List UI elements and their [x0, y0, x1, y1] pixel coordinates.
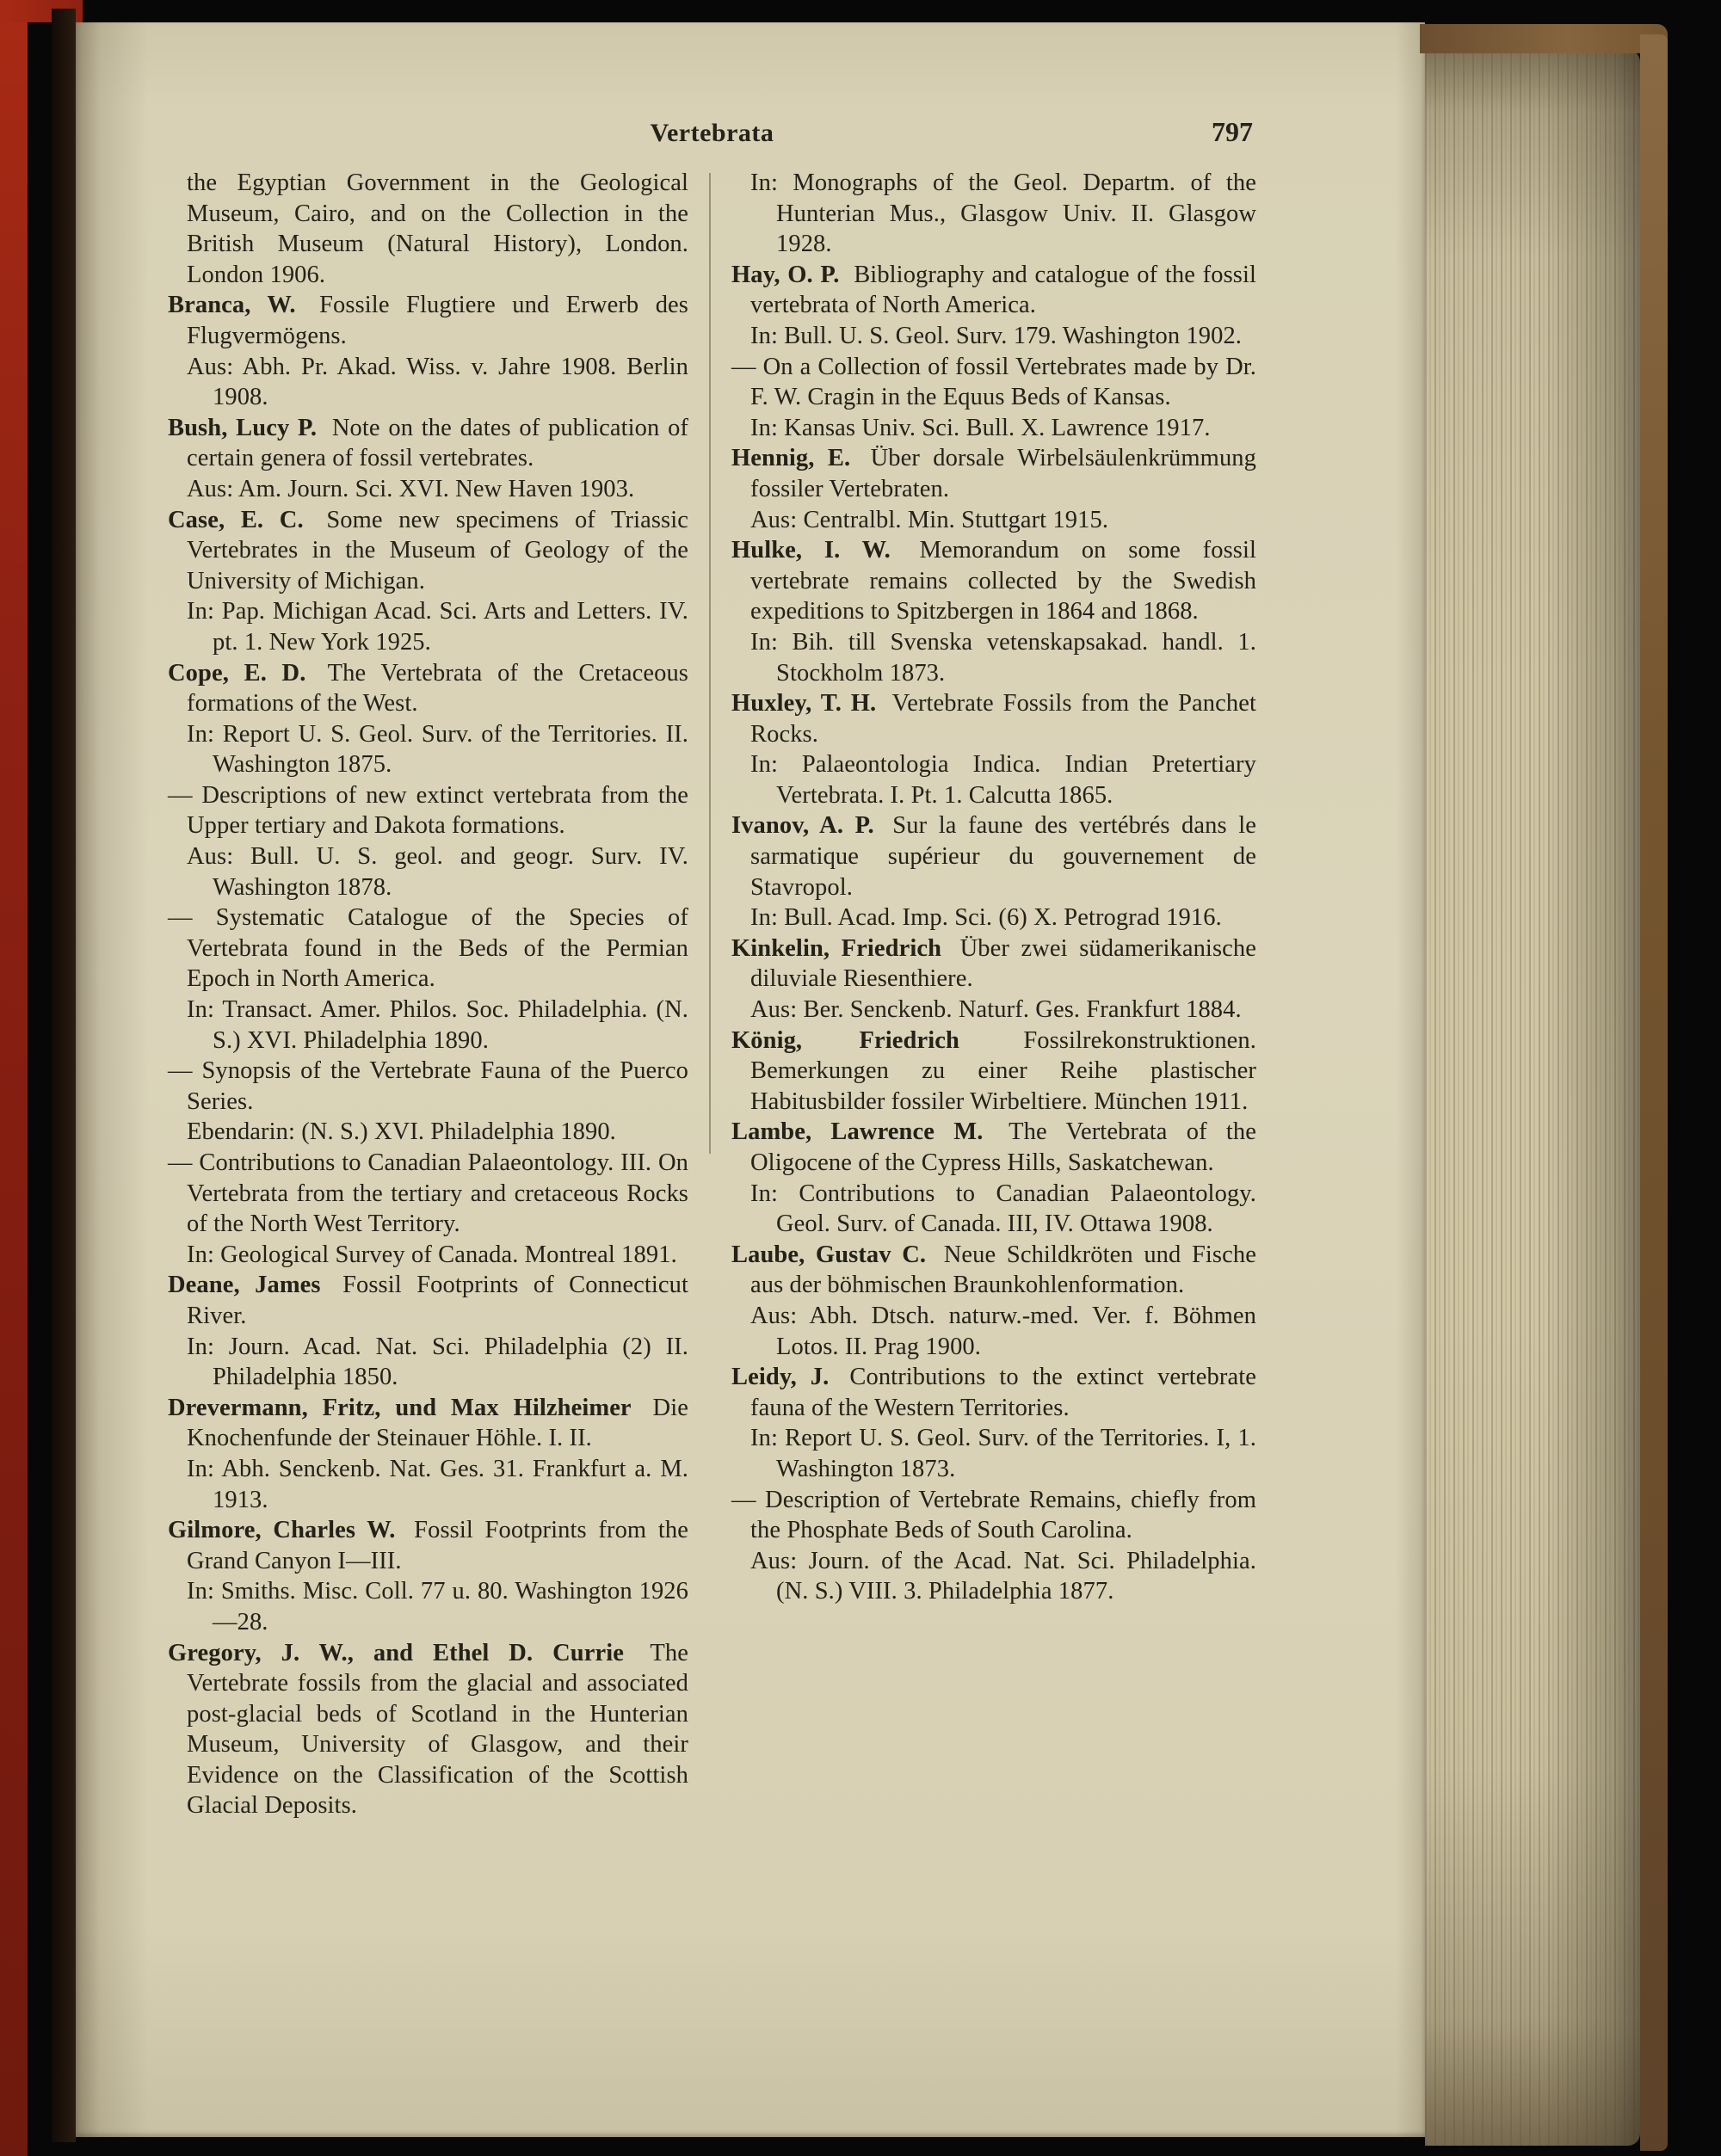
page-number: 797 — [1212, 116, 1253, 147]
bibliography-entry: Gilmore, Charles W. Fossil Footprints from the Grand Canyon I—III. — [168, 1517, 688, 1574]
bibliography-entry: Drevermann, Fritz, und Max Hilzheimer Die Knochenfunde der Steinauer Höhle. I. II. — [168, 1394, 688, 1452]
author-name: Drevermann, Fritz, und Max Hilzheimer — [168, 1394, 632, 1421]
author-name: Hay, O. P. — [731, 261, 840, 288]
bibliography-reference: In: Bull. Acad. Imp. Sci. (6) X. Petrograd 1916. — [750, 904, 1222, 932]
bibliography-reference: Ebendarin: (N. S.) XVI. Philadelphia 1890. — [187, 1118, 616, 1146]
bibliography-entry: Gregory, J. W., and Ethel D. Currie The Vertebrate fossils from the glacial and associated post-glacial beds of Scotland in the Hunterian Museum, University of Glasgow, and their Evidence on the Classification of the Scottish Glacial Deposits. — [168, 1639, 688, 1820]
bibliography-reference: In: Monographs of the Geol. Departm. of the Hunterian Mus., Glasgow Univ. II. Glasgow 1928. — [750, 169, 1256, 258]
bibliography-entry: — Synopsis of the Vertebrate Fauna of the Puerco Series. — [168, 1057, 688, 1115]
bibliography-entry: — Systematic Catalogue of the Species of Vertebrata found in the Beds of the Permian Epoch in North America. — [168, 904, 688, 993]
author-name: Hulke, I. W. — [731, 537, 891, 564]
bibliography-reference: In: Report U. S. Geol. Surv. of the Territories. II. Washington 1875. — [187, 720, 688, 779]
book-cover-left-edge — [0, 0, 28, 2156]
bibliography-entry: König, Friedrich Fossilrekonstruktionen. Bemerkungen zu einer Reihe plastischer Habitusbilder fossiler Wirbeltiere. München 1911. — [731, 1026, 1256, 1115]
bibliography-entry: Bush, Lucy P. Note on the dates of publication of certain genera of fossil vertebrates. — [168, 414, 689, 472]
bibliography-entry: Hay, O. P. Bibliography and catalogue of the fossil vertebrata of North America. — [731, 261, 1256, 319]
author-name: Huxley, T. H. — [731, 690, 877, 718]
book-cover-right-edge — [1640, 34, 1668, 2151]
author-name: Case, E. C. — [168, 506, 304, 533]
bibliography-entry: Case, E. C. Some new specimens of Triassic Vertebrates in the Museum of Geology of the University of Michigan. — [168, 506, 689, 594]
book-board-shadow — [52, 9, 76, 2142]
bibliography-reference: In: Journ. Acad. Nat. Sci. Philadelphia (2) II. Philadelphia 1850. — [187, 1333, 688, 1391]
bibliography-entry: Ivanov, A. P. Sur la faune des vertébrés dans le sarmatique supérieur du gouvernement de Stavropol. — [731, 812, 1256, 901]
author-name: Hennig, E. — [731, 445, 851, 472]
bibliography-reference: In: Contributions to Canadian Palaeontology. Geol. Surv. of Canada. III, IV. Ottawa 1908. — [750, 1180, 1256, 1238]
bibliography-entry: Lambe, Lawrence M. The Vertebrata of the Oligocene of the Cypress Hills, Saskatchewan. — [731, 1118, 1256, 1176]
bibliography-reference: In: Report U. S. Geol. Surv. of the Territories. I, 1. Washington 1873. — [750, 1425, 1256, 1482]
bibliography-continuation: the Egyptian Government in the Geological Museum, Cairo, and on the Collection in the British Museum (Natural History), London. London 1906. — [187, 169, 688, 288]
bibliography-reference: Aus: Abh. Dtsch. naturw.-med. Ver. f. Böhmen Lotos. II. Prag 1900. — [750, 1302, 1256, 1360]
bibliography-columns — [168, 168, 1256, 1821]
author-name: Lambe, Lawrence M. — [731, 1118, 984, 1146]
bibliography-entry: Branca, W. Fossile Flugtiere und Erwerb des Flugvermögens. — [168, 292, 689, 349]
book-cover-top-right-edge — [1420, 24, 1668, 53]
page-header — [168, 116, 1256, 151]
bibliography-reference: Aus: Centralbl. Min. Stuttgart 1915. — [750, 506, 1109, 533]
author-name: Deane, James — [168, 1272, 321, 1299]
author-name: Laube, Gustav C. — [731, 1241, 927, 1268]
bibliography-entry: Laube, Gustav C. Neue Schildkröten und Fische aus der böhmischen Braunkohlenformation. — [731, 1241, 1256, 1299]
bibliography-reference: In: Kansas Univ. Sci. Bull. X. Lawrence 1917. — [750, 414, 1211, 441]
author-name: Gilmore, Charles W. — [168, 1517, 396, 1544]
column-divider — [709, 173, 711, 1154]
column-left — [168, 168, 688, 1821]
bibliography-entry: Kinkelin, Friedrich Über zwei südamerikanische diluviale Riesenthiere. — [731, 934, 1256, 993]
bibliography-reference: In: Pap. Michigan Acad. Sci. Arts and Letters. IV. pt. 1. New York 1925. — [187, 598, 688, 656]
bibliography-reference: Aus: Abh. Pr. Akad. Wiss. v. Jahre 1908. Berlin 1908. — [187, 353, 688, 411]
bibliography-entry: — On a Collection of fossil Vertebrates made by Dr. F. W. Cragin in the Equus Beds of Kansas. — [731, 353, 1256, 411]
bibliography-entry: — Description of Vertebrate Remains, chiefly from the Phosphate Beds of South Carolina. — [731, 1486, 1256, 1544]
author-name: Leidy, J. — [731, 1364, 830, 1391]
bibliography-reference: In: Transact. Amer. Philos. Soc. Philadelphia. (N. S.) XVI. Philadelphia 1890. — [187, 996, 688, 1054]
author-name: Bush, Lucy P. — [168, 414, 318, 441]
bibliography-reference: In: Bih. till Svenska vetenskapsakad. handl. 1. Stockholm 1873. — [750, 628, 1256, 687]
bibliography-entry: Deane, James Fossil Footprints of Connecticut River. — [168, 1272, 688, 1329]
column-right — [731, 168, 1256, 1821]
bibliography-reference: Aus: Am. Journ. Sci. XVI. New Haven 1903. — [187, 475, 635, 502]
bibliography-entry: Huxley, T. H. Vertebrate Fossils from the Panchet Rocks. — [731, 690, 1257, 748]
page-content-area — [168, 22, 1256, 2137]
bibliography-reference: Aus: Ber. Senckenb. Naturf. Ges. Frankfurt 1884. — [750, 996, 1242, 1024]
author-name: Ivanov, A. P. — [731, 812, 874, 840]
bibliography-entry: Leidy, J. Contributions to the extinct vertebrate fauna of the Western Territories. — [731, 1364, 1256, 1421]
page-stack-fore-edge — [1425, 50, 1640, 2146]
running-title: Vertebrata — [650, 119, 774, 147]
author-name: Gregory, J. W., and Ethel D. Currie — [168, 1639, 625, 1666]
bibliography-entry: Cope, E. D. The Vertebrata of the Cretaceous formations of the West. — [168, 659, 689, 718]
bibliography-reference: In: Abh. Senckenb. Nat. Ges. 31. Frankfurt a. M. 1913. — [187, 1455, 688, 1513]
author-name: Cope, E. D. — [168, 659, 306, 687]
bibliography-reference: Aus: Bull. U. S. geol. and geogr. Surv. IV. Washington 1878. — [187, 843, 688, 901]
bibliography-entry: Hennig, E. Über dorsale Wirbelsäulenkrümmung fossiler Vertebraten. — [731, 445, 1256, 502]
book-page — [76, 22, 1425, 2137]
bibliography-reference: In: Bull. U. S. Geol. Surv. 179. Washington 1902. — [750, 322, 1243, 349]
bibliography-reference: Aus: Journ. of the Acad. Nat. Sci. Philadelphia. (N. S.) VIII. 3. Philadelphia 1877. — [750, 1547, 1256, 1605]
bibliography-entry: — Descriptions of new extinct vertebrata from the Upper tertiary and Dakota formations. — [168, 781, 688, 840]
author-name: Branca, W. — [168, 292, 296, 319]
bibliography-reference: In: Geological Survey of Canada. Montreal 1891. — [187, 1241, 677, 1268]
bibliography-reference: In: Palaeontologia Indica. Indian Pretertiary Vertebrata. I. Pt. 1. Calcutta 1865. — [750, 751, 1256, 809]
bibliography-entry: — Contributions to Canadian Palaeontology. III. On Vertebrata from the tertiary and cretaceous Rocks of the North West Territory. — [168, 1149, 688, 1238]
author-name: Kinkelin, Friedrich — [731, 934, 942, 962]
bibliography-entry: Hulke, I. W. Memorandum on some fossil vertebrate remains collected by the Swedish expeditions to Spitzbergen in 1864 and 1868. — [731, 537, 1256, 625]
author-name: König, Friedrich — [731, 1026, 959, 1054]
bibliography-reference: In: Smiths. Misc. Coll. 77 u. 80. Washington 1926—28. — [187, 1578, 688, 1635]
